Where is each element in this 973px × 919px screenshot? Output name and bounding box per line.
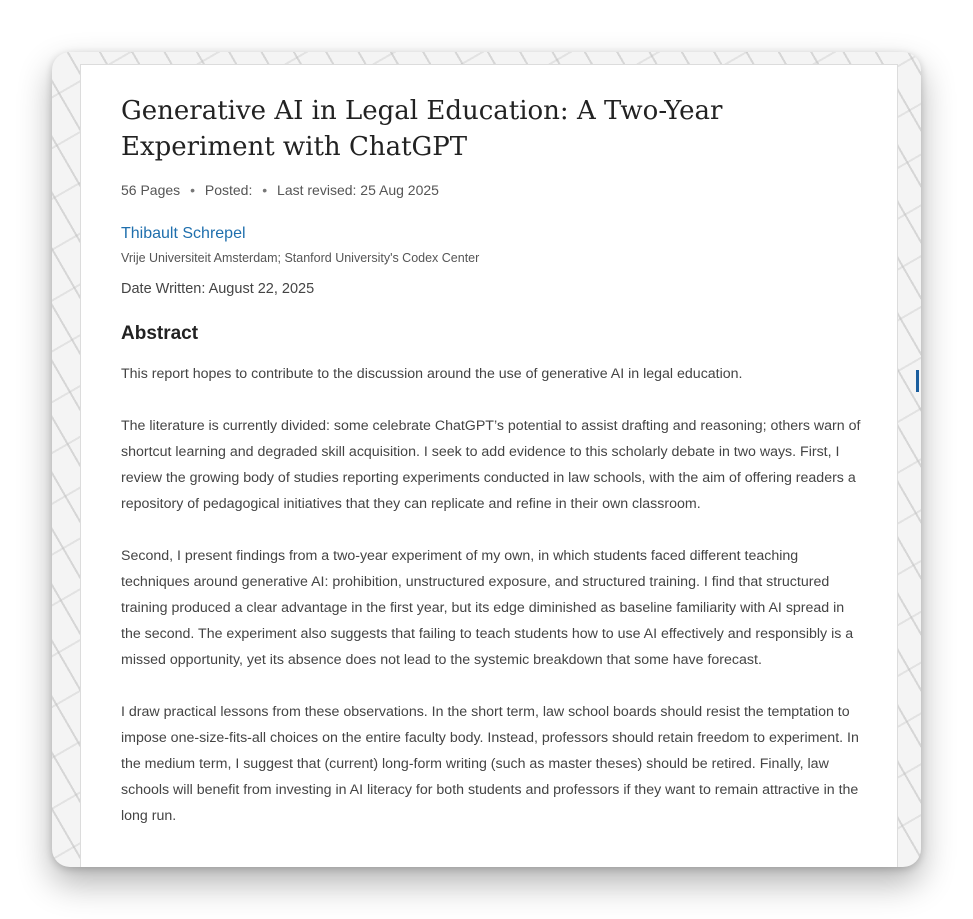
app-window xyxy=(52,52,921,867)
posted-date: Posted: xyxy=(204,182,253,198)
date-written: Date Written: August 22, 2025 xyxy=(121,281,315,297)
paper-meta xyxy=(121,182,439,198)
abstract-heading: Abstract xyxy=(121,323,199,344)
author-link[interactable]: Thibault Schrepel xyxy=(121,225,246,242)
abstract-paragraph: This report hopes to contribute to the discussion around the use of generative AI in legal education. xyxy=(121,366,743,382)
abstract-body xyxy=(121,361,863,855)
separator-dot: • xyxy=(190,182,195,198)
abstract-paragraph: Second, I present findings from a two-year experiment of my own, in which students faced different teaching techniques around generative AI: prohibition, unstructured exposure, and structured training. I find that structured training produced a clear advantage in the first year, but its edge diminished as baseline familiarity with AI spread in the second. The experiment also suggests that failing to teach students how to use AI effectively and responsibly is a missed opportunity, yet its absence does not lead to the systemic breakdown that some have forecast. xyxy=(121,548,854,668)
paper-title: Generative AI in Legal Education: A Two-Year Experiment with ChatGPT xyxy=(121,96,723,162)
author-affiliation: Vrije Universiteit Amsterdam; Stanford University's Codex Center xyxy=(121,251,480,265)
page-count: 56 Pages xyxy=(121,182,181,198)
abstract-paragraph: The literature is currently divided: some celebrate ChatGPT’s potential to assist drafting and reasoning; others warn of shortcut learning and degraded skill acquisition. I seek to add evidence to this scholarly debate in two ways. First, I review the growing body of studies reporting experiments conducted in law schools, with the aim of offering readers a repository of pedagogical initiatives that they can replicate and refine in their own classroom. xyxy=(121,418,861,512)
scroll-indicator[interactable] xyxy=(916,370,919,392)
last-revised-date: Last revised: 25 Aug 2025 xyxy=(277,182,439,198)
separator-dot: • xyxy=(262,182,268,198)
paper-abstract-page xyxy=(80,64,898,867)
abstract-paragraph: I draw practical lessons from these observations. In the short term, law school boards should resist the temptation to impose one-size-fits-all choices on the entire faculty body. Instead, professors should retain freedom to experiment. In the medium term, I suggest that (current) long-form writing (such as master theses) should be retired. Finally, law schools will benefit from investing in AI literacy for both students and professors if they want to remain attractive in the long run. xyxy=(121,704,859,824)
